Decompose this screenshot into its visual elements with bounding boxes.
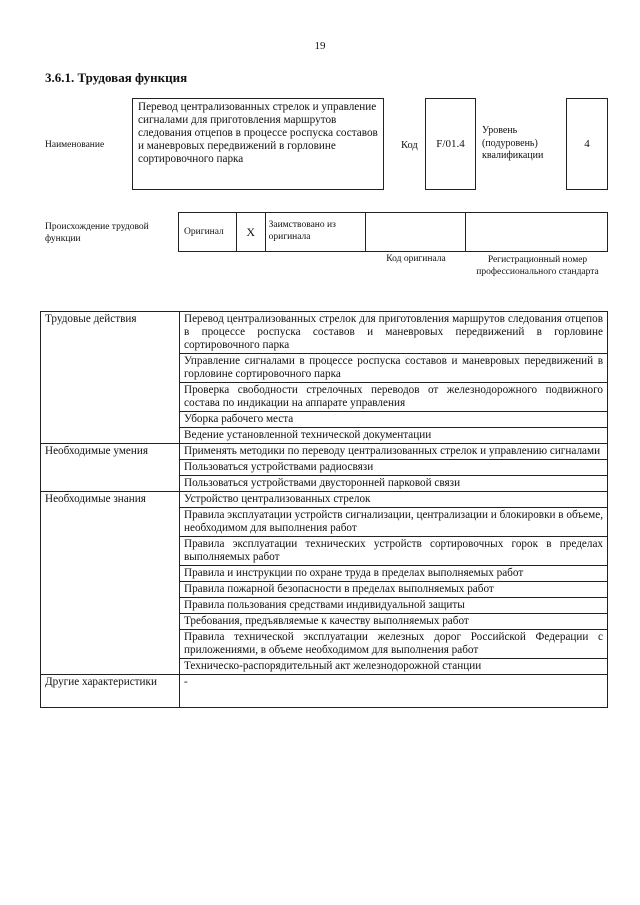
reg-number-caption: Регистрационный номер профессионального стандарта bbox=[476, 255, 599, 277]
list-item: Ведение установленной технической документации bbox=[180, 428, 608, 444]
function-name-box: Перевод централизованных стрелок и управление сигналами для приготовления маршрутов следования отцепов в процессе роспуска составов и маневровых передвижений в горловине сортировочного парка bbox=[132, 98, 384, 190]
level-box: 4 bbox=[566, 98, 608, 190]
list-item: Правила эксплуатации технических устройств сортировочных горок в пределах выполняемых работ bbox=[180, 537, 608, 566]
code-label: Код bbox=[401, 140, 418, 151]
list-item: Правила пользования средствами индивидуальной защиты bbox=[180, 598, 608, 614]
code-box: F/01.4 bbox=[425, 98, 476, 190]
knowledge-label: Необходимые знания bbox=[41, 492, 180, 675]
level-label: Уровень (подуровень) квалификации bbox=[482, 125, 544, 161]
table-row bbox=[41, 492, 608, 508]
list-item: Применять методики по переводу централизованных стрелок и управлению сигналами bbox=[180, 444, 608, 460]
labor-actions-label: Трудовые действия bbox=[41, 312, 180, 444]
reg-number-cell bbox=[466, 213, 607, 251]
list-item: Техническо-распорядительный акт железнодорожной станции bbox=[180, 659, 608, 675]
list-item: Правила технической эксплуатации железных дорог Российской Федерации с приложениями, в объеме необходимом для выполнения работ bbox=[180, 630, 608, 659]
other-label: Другие характеристики bbox=[41, 675, 180, 708]
list-item: Правила и инструкции по охране труда в пределах выполняемых работ bbox=[180, 566, 608, 582]
origin-label: Происхождение трудовой функции bbox=[45, 222, 149, 244]
page-number: 19 bbox=[314, 40, 326, 52]
code-original-cell bbox=[366, 213, 466, 251]
name-label: Наименование bbox=[45, 140, 105, 150]
borrowed-cell: Заимствовано из оригинала bbox=[266, 213, 367, 251]
list-item: Проверка свободности стрелочных переводов от железнодорожного подвижного состава по индикации на аппарате управления bbox=[180, 383, 608, 412]
list-item: Управление сигналами в процессе роспуска составов и маневровых передвижений в горловине сортировочного парка bbox=[180, 354, 608, 383]
table-row bbox=[41, 312, 608, 354]
other-value: - bbox=[180, 675, 608, 708]
list-item: Устройство централизованных стрелок bbox=[180, 492, 608, 508]
code-original-caption: Код оригинала bbox=[386, 254, 446, 264]
list-item: Правила эксплуатации устройств сигнализации, централизации и блокировки в объеме, необходимом для выполнения работ bbox=[180, 508, 608, 537]
list-item: Правила пожарной безопасности в пределах выполняемых работ bbox=[180, 582, 608, 598]
list-item: Перевод централизованных стрелок для приготовления маршрутов следования отцепов в процессе роспуска составов и маневровых передвижений в горловине сортировочного парка bbox=[180, 312, 608, 354]
skills-label: Необходимые умения bbox=[41, 444, 180, 492]
section-title: 3.6.1. Трудовая функция bbox=[45, 70, 188, 85]
list-item: Пользоваться устройствами радиосвязи bbox=[180, 460, 608, 476]
original-mark: X bbox=[237, 213, 266, 251]
origin-row bbox=[178, 212, 608, 252]
table-row bbox=[41, 675, 608, 708]
table-row bbox=[41, 444, 608, 460]
list-item: Уборка рабочего места bbox=[180, 412, 608, 428]
list-item: Требования, предъявляемые к качеству выполняемых работ bbox=[180, 614, 608, 630]
list-item: Пользоваться устройствами двусторонней парковой связи bbox=[180, 476, 608, 492]
function-table bbox=[40, 311, 608, 708]
original-cell: Оригинал bbox=[179, 213, 237, 251]
